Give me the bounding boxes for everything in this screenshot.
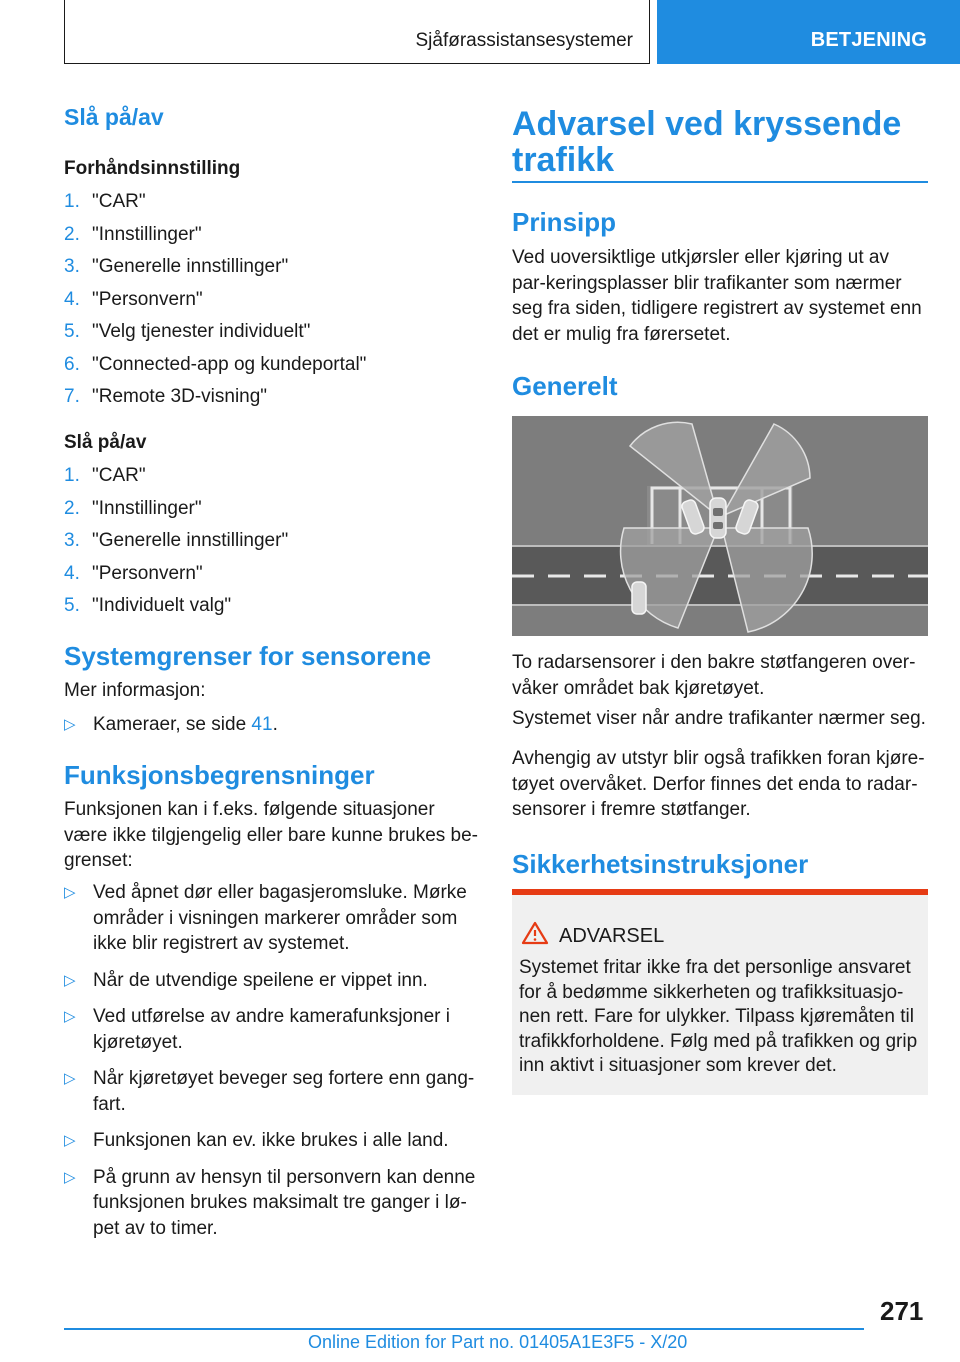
camera-ref-list [64, 712, 478, 738]
page-number: 271 [880, 1296, 924, 1326]
paragraph-front-sensors: Avhengig av utstyr blir også trafikken foran kjøre‐tøyet overvåket. Derfor finnes det enda to radar‐sensorer i fremre støtfanger. [512, 748, 925, 820]
list-item: 2. "Innstillinger" [64, 497, 202, 519]
header-section-box [64, 0, 650, 64]
list-item: ▷ Ved utførelse av andre kamerafunksjoner i kjøretøyet. [64, 1006, 450, 1053]
list-item: ▷ Kameraer, se side 41. [64, 712, 478, 738]
bullet-triangle-icon: ▷ [64, 716, 76, 733]
list-item: 4. "Personvern" [64, 288, 203, 310]
paragraph-rear-sensors: To radarsensorer i den bakre støtfangeren over‐våker området bak kjøretøyet. [512, 652, 916, 699]
heading-function-limits: Funksjonsbegrensninger [64, 760, 375, 790]
warning-box [512, 889, 928, 1095]
warning-text: Systemet fritar ikke fra det personlige ansvaret for å bedømme sikkerheten og trafikksituasjo‐nen rett. Fare for ulykker. Tilpass kjøremåten til trafikkforholdene. Følg med på trafikken og grip inn aktivt i situasjoner som krever det. [519, 957, 918, 1076]
header-chapter-title: BETJENING [810, 29, 927, 51]
page-title-line2: trafikk [512, 141, 615, 179]
bullet-triangle-icon: ▷ [64, 884, 76, 901]
bullet-triangle-icon: ▷ [64, 1008, 76, 1025]
header-section-title: Sjåførassistansesystemer [415, 30, 633, 51]
page-link-41[interactable]: 41 [251, 714, 273, 735]
onoff-label: Slå på/av [64, 432, 147, 453]
list-item: ▷ Ved åpnet dør eller bagasjeromsluke. Mørke områder i visningen markerer områder som ikke blir registrert av systemet. [64, 882, 467, 954]
list-item: ▷ Når kjøretøyet beveger seg fortere enn gang‐fart. [64, 1068, 475, 1115]
list-item: 3. "Generelle innstillinger" [64, 256, 289, 277]
list-item: 7. "Remote 3D-visning" [64, 386, 268, 407]
footer-edition: Online Edition for Part no. 01405A1E3F5 - X/20 [308, 1332, 688, 1352]
more-info-text: Mer informasjon: [64, 680, 206, 701]
list-item: 1. "CAR" [64, 465, 146, 486]
list-item: 5. "Individuelt valg" [64, 595, 232, 616]
function-intro-text: Funksjonen kan i f.eks. følgende situasjoner være ikke tilgjengelig eller bare kunne brukes be‐grenset: [64, 799, 479, 871]
list-item: 5. "Velg tjenester individuelt" [64, 321, 311, 342]
warning-triangle-icon [521, 921, 549, 945]
heading-principle: Prinsipp [512, 207, 617, 237]
cross-traffic-illustration [512, 416, 928, 636]
bullet-triangle-icon: ▷ [64, 1070, 76, 1087]
preset-label: Forhåndsinnstilling [64, 158, 241, 179]
preset-steps-list [64, 189, 478, 410]
bullet-triangle-icon: ▷ [64, 971, 76, 989]
bullet-triangle-icon: ▷ [64, 1132, 76, 1149]
list-item: ▷ Når de utvendige speilene er vippet inn. [64, 968, 478, 994]
warning-title: ADVARSEL [559, 925, 665, 947]
heading-general: Generelt [512, 371, 618, 401]
onoff-steps-list [64, 463, 478, 619]
heading-slaa-paa-av: Slå på/av [64, 104, 164, 130]
footer-rule [64, 1328, 864, 1330]
list-item: 6. "Connected-app og kundeportal" [64, 353, 367, 375]
list-item: 1. "CAR" [64, 191, 146, 212]
title-rule [512, 181, 928, 183]
principle-text: Ved uoversiktlige utkjørsler eller kjøring ut av par‐keringsplasser blir trafikanter som nærmer seg fra siden, tidligere registrert av systemet enn det er mulig fra førersetet. [512, 247, 922, 345]
heading-safety: Sikkerhetsinstruksjoner [512, 849, 809, 879]
page-title-line1: Advarsel ved kryssende [512, 105, 902, 143]
list-item: 2. "Innstillinger" [64, 223, 202, 245]
list-item: 4. "Personvern" [64, 562, 203, 584]
bullet-triangle-icon: ▷ [64, 1168, 76, 1186]
list-item: 3. "Generelle innstillinger" [64, 530, 289, 551]
list-item: ▷ På grunn av hensyn til personvern kan denne funksjonen brukes maksimalt tre ganger i lø‐pet av to timer. [64, 1166, 476, 1239]
paragraph-system-shows: Systemet viser når andre trafikanter nærmer seg. [512, 708, 926, 729]
header-chapter-tab [657, 0, 960, 64]
function-limits-list [64, 880, 478, 1241]
heading-sensor-limits: Systemgrenser for sensorene [64, 641, 432, 671]
list-item: ▷ Funksjonen kan ev. ikke brukes i alle land. [64, 1128, 478, 1154]
